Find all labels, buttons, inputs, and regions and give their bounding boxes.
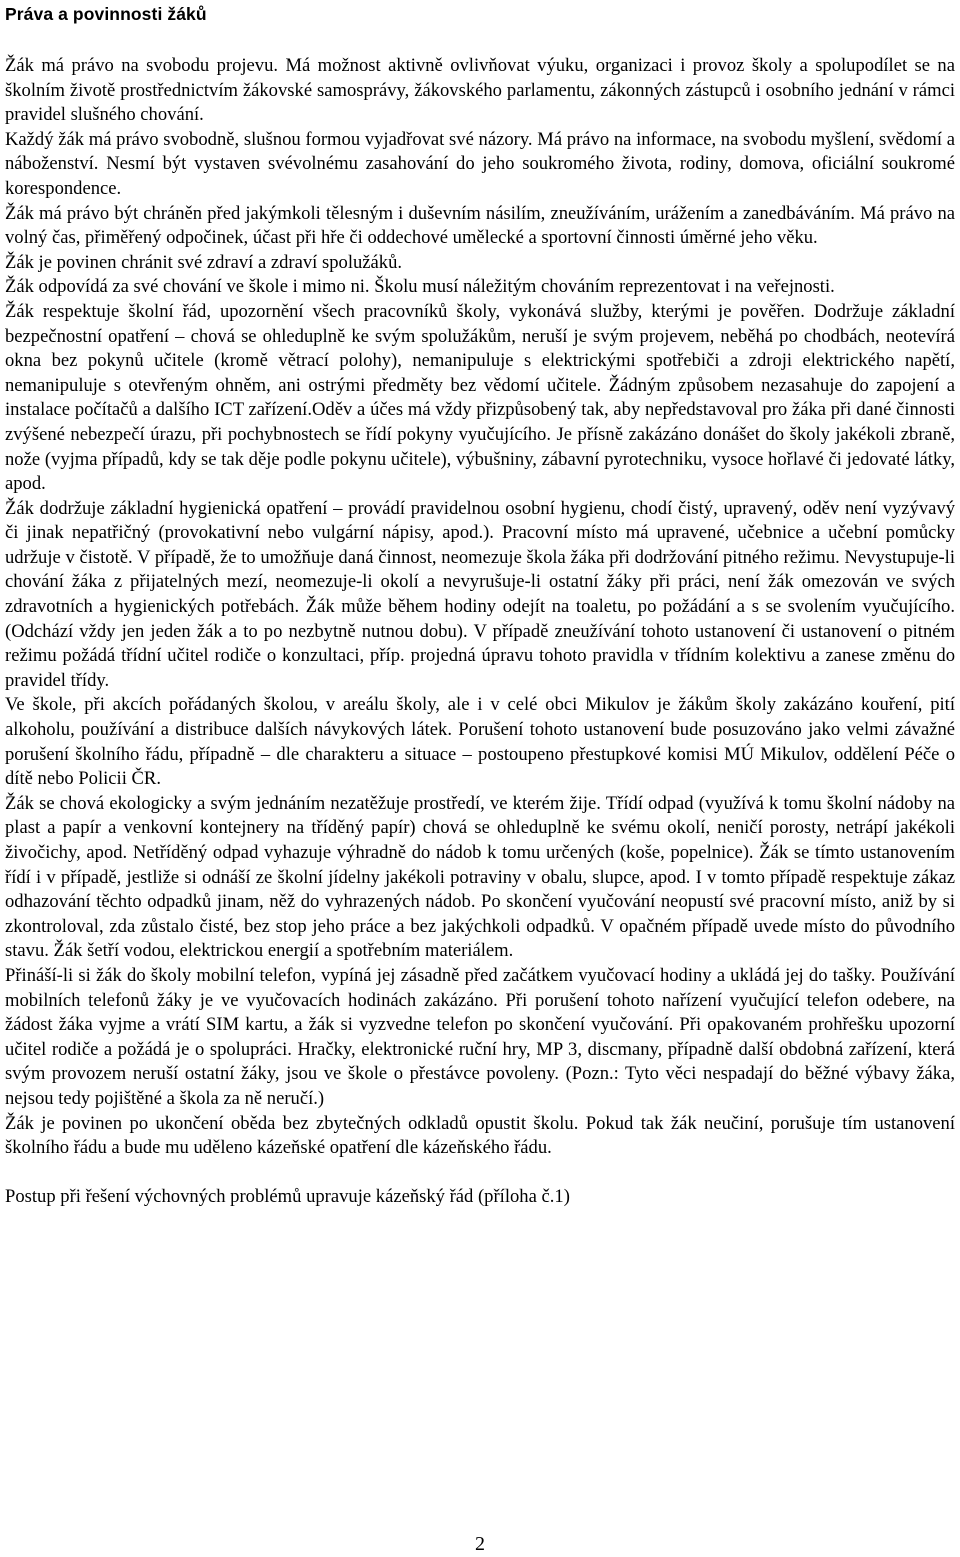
paragraph-ecology: Žák se chová ekologicky a svým jednáním nezatěžuje prostředí, ve kterém žije. Třídí odpad (využívá k tomu školní nádoby na plast a papír a venkovní kontejnery na tříděný papír) chová se ohleduplně ke svému okolí, neničí porosty, netrápí jakékoli živočichy, apod. Netříděný odpad vyhazuje výhradně do nádob k tomu určených (koše, popelnice). Žák se tímto ustanovením řídí i v případě, jestliže si odnáší ze školní jídelny jakékoli potraviny v obalu, slupce, apod. I v tomto případě respektuje zákaz odhazování těchto odpadků jinam, něž do vyhrazených nádob. Po skončení vyučování neopustí své pracovní místo, aniž by si zkontroloval, zda zůstalo čisté, bez stop jeho práce a bez jakýchkoli odpadků. V opačném případě uvede místo do původního stavu. Žák šetří vodou, elektrickou energií a spotřebním materiálem. <box>5 792 955 962</box>
section-heading: Práva a povinnosti žáků <box>5 4 207 24</box>
paragraph-freedom-of-expression: Žák má právo na svobodu projevu. Má možnost aktivně ovlivňovat výuku, organizaci i provoz školy a spolupodílet se na školním životě prostřednictvím žákovské samosprávy, žákovského parlamentu, zákonných zástupců i osobního jednání v rámci pravidel slušného chování. <box>5 55 955 126</box>
paragraph-addictive-substances: Ve škole, při akcích pořádaných školou, v areálu školy, ale i v celé obci Mikulov je žákům školy zakázáno kouření, pití alkoholu, používání a distribuce dalších návykových látek. Porušení tohoto ustanovení bude posuzováno jako velmi závažné porušení školního řádu, případně – dle charakteru a situace – postoupeno přestupkové komisi MÚ Mikulov, oddělení Péče o dítě nebo Policii ČR. <box>5 694 955 790</box>
paragraph-protection: Žák má právo být chráněn před jakýmkoli tělesným i duševním násilím, zneužíváním, urážením a zanedbáváním. Má právo na volný čas, přiměřený odpočinek, účast při hře či oddechové umělecké a sportovní činnosti úměrné jeho věku. <box>5 202 955 249</box>
paragraph-mobile-phones: Přináší-li si žák do školy mobilní telefon, vypíná jej zásadně před začátkem vyučovací hodiny a ukládá jej do tašky. Používání mobilních telefonů žáky je ve vyučovacích hodinách zakázáno. Při porušení tohoto nařízení vyučující telefon odebere, na žádost žáka vyjme a vrátí SIM kartu, a žák si vyzvedne telefon po skončení vyučování. Při opakovaném prohřešku upozorní učitel rodiče a požádá je o spolupráci. Hračky, elektronické ruční hry, MP 3, discmany, případně další obdobná zařízení, která svým provozem neruší ostatní žáky, jsou ve škole o přestávce povoleny. (Pozn.: Tyto věci nespadají do běžné výbavy žáka, nejsou tedy pojištěné a škola za ně neručí.) <box>5 964 955 1109</box>
document-page <box>5 0 955 1209</box>
page-number: 2 <box>475 1533 485 1555</box>
closing-note: Postup při řešení výchovných problémů upravuje kázeňský řád (příloha č.1) <box>5 1185 570 1207</box>
paragraph-behaviour: Žák odpovídá za své chování ve škole i mimo ni. Školu musí náležitým chováním reprezentovat i na veřejnosti. <box>5 276 835 298</box>
paragraph-safety: Žák respektuje školní řád, upozornění všech pracovníků školy, vykonává služby, kterými je pověřen. Dodržuje základní bezpečnostní opatření – chová se ohleduplně ke svým spolužákům, neruší je svým projevem, neběhá po chodbách, neotevírá okna bez pokynů učitele (kromě větrací polohy), nemanipuluje s elektrickými spotřebiči a zdroji elektrického napětí, nemanipuluje s otevřeným ohněm, ani ostrými předměty bez vědomí učitele. Žádným způsobem nezasahuje do zapojení a instalace počítačů a dalšího ICT zařízení.Oděv a účes má vždy přizpůsobený tak, aby nepředstavoval pro žáka při dané činnosti zvýšené nebezpečí úrazu, při pochybnostech se řídí pokyny vyučujícího. Je přísně zakázáno donášet do školy jakékoli zbraně, nože (vyjma případů, kdy se tak děje podle pokynu učitele), výbušniny, zábavní pyrotechniku, vysoce hořlavé či jedovaté látky, apod. <box>5 300 955 495</box>
paragraph-lunch: Žák je povinen po ukončení oběda bez zbytečných odkladů opustit školu. Pokud tak žák neučiní, porušuje tím ustanovení školního řádu a bude mu uděleno kázeňské opatření dle kázeňského řádu. <box>5 1112 955 1159</box>
paragraph-health: Žák je povinen chránit své zdraví a zdraví spolužáků. <box>5 251 403 273</box>
paragraph-opinions: Každý žák má právo svobodně, slušnou formou vyjadřovat své názory. Má právo na informace, na svobodu myšlení, svědomí a náboženství. Nesmí být vystaven svévolnému zasahování do jeho soukromého života, rodiny, domova, oficiální soukromé korespondence. <box>5 128 955 199</box>
paragraph-hygiene: Žák dodržuje základní hygienická opatření – provádí pravidelnou osobní hygienu, chodí čistý, upravený, oděv není vyzývavý či jinak nepatřičný (provokativní nebo vulgární nápisy, apod.). Pracovní místo má upravené, učebnice a učební pomůcky udržuje v čistotě. V případě, že to umožňuje daná činnost, neomezuje škola žáka při dodržování pitného režimu. Nevystupuje-li chování žáka z přijatelných mezí, neomezuje-li okolí a nevyrušuje-li ostatní žáky při práci, není žák omezován ve svých zdravotních a hygienických potřebách. Žák může během hodiny odejít na toaletu, po požádání a s se svolením vyučujícího. (Odchází vždy jen jeden žák a to po nezbytně nutnou dobu). V případě zneužívání tohoto ustanovení či ustanovení o pitném režimu požádá třídní učitel rodiče o konzultaci, příp. projedná úpravu tohoto pravidla v třídním kolektivu a zanese změnu do pravidel třídy. <box>5 497 955 691</box>
